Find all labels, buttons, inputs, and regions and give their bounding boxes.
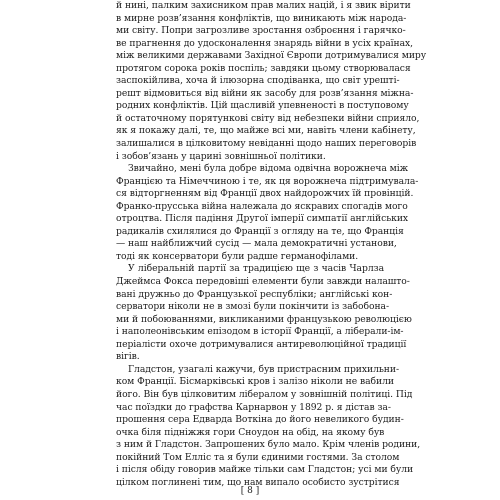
text-line: отроцтва. Після падіння Другої імперії симпатії англійських bbox=[116, 213, 409, 225]
text-line: Гладстон, узагалі кажучи, був пристрасним прихильни- bbox=[128, 363, 400, 375]
text-line: Франко-прусська війна належала до яскравих спогадів мого bbox=[116, 200, 408, 212]
text-line: в мирне розв’язання конфліктів, що виникають між народа- bbox=[116, 12, 407, 24]
text-line: покійний Том Елліс та я були єдиними гостями. За столом bbox=[116, 451, 400, 463]
text-line: очка біля підніжжя гори Сноудон на обід, на якому був bbox=[116, 426, 385, 438]
text-line: Звичайно, мені була добре відома одвічна ворожнеча між bbox=[128, 163, 409, 175]
text-line: як я покажу далі, те, що майже всі ми, навіть члени кабінету, bbox=[116, 125, 416, 137]
text-line: ся відторгненням від Франції двох найдорожчих їй провінцій. bbox=[116, 188, 414, 200]
text-line: серватори ніколи не в змозі були покінчити із забобона- bbox=[116, 301, 390, 313]
text-line: решт відмовиться від війни як засобу для розв’язання міжна- bbox=[116, 87, 414, 99]
text-line: і наполеонівським епізодом в історії Франції, а ліберали-ім- bbox=[116, 326, 404, 338]
text-line: У ліберальній партії за традицією ще з часів Чарлза bbox=[128, 263, 384, 275]
text-line: заспокійлива, хоча й ілюзорна сподіванка, що світ урешті- bbox=[116, 75, 400, 87]
paragraph bbox=[116, 163, 419, 263]
text-line: з ним й Гладстон. Запрошених було мало. Крім членів родини, bbox=[116, 439, 421, 451]
text-line: — наш найближчий сусід — мала демократичні установи, bbox=[116, 238, 397, 250]
text-line: радикалів схилялися до Франції з огляду на те, що Франція bbox=[116, 225, 404, 237]
text-line: залишалися в цілковитому невіданні щодо наших переговорів bbox=[116, 138, 417, 150]
paragraph bbox=[116, 363, 421, 489]
paragraph bbox=[116, 0, 427, 163]
text-line: прошення сера Едварда Воткіна до його невеликого будин- bbox=[116, 414, 404, 426]
text-line: ми світу. Попри загрозливе зростання озброєння і гарячко- bbox=[116, 25, 406, 37]
text-line: і після обіду говорив майже тільки сам Гладстон; усі ми були bbox=[116, 464, 414, 476]
text-line: й нині, палким захисником прав малих націй, і я звик вірити bbox=[116, 0, 411, 11]
text-line: вігів. bbox=[116, 351, 140, 363]
text-line: Францією та Німеччиною і те, як ця ворожнеча підтримувала- bbox=[116, 175, 419, 187]
text-line: ве прагнення до удосконалення знарядь війни в усіх країнах, bbox=[116, 37, 414, 49]
text-line: протягом сорока років поспіль; завдяки цьому створювалася bbox=[116, 62, 411, 74]
page-number: [ 8 ] bbox=[240, 486, 260, 496]
text-line: й остаточному порятункові світу від небезпеки війни сприяло, bbox=[116, 112, 420, 124]
text-line: періалісти охоче дотримувалися антиреволюційної традиції bbox=[116, 338, 407, 350]
text-line: час поїздки до графства Карнарвон у 1892 р. я дістав за- bbox=[116, 401, 391, 413]
text-line: між великими державами Західної Європи дотримувалися миру bbox=[116, 50, 427, 62]
text-line: тоді як консерватори були радше германофілами. bbox=[116, 250, 359, 262]
text-line: родних конфліктів. Цій щасливій упевненості в поступовому bbox=[116, 100, 409, 112]
text-line: цілком поглинені тим, що нам випало особисто зустрітися bbox=[116, 476, 400, 488]
text-line: ми й побоюваннями, викликаними французькою революцією bbox=[116, 313, 412, 325]
text-line: і зобов’язань у царині зовнішньої політики. bbox=[116, 150, 326, 162]
page-body-text bbox=[116, 0, 427, 489]
paragraph bbox=[116, 263, 412, 363]
text-line: Джеймса Фокса передовіші елементи були завжди налашто- bbox=[116, 276, 410, 288]
text-line: ком Франції. Бісмарківські кров і залізо ніколи не вабили bbox=[116, 376, 394, 388]
text-line: його. Він був цілковитим лібералом у зовнішній політиці. Під bbox=[116, 388, 413, 400]
text-line: вані дружньо до Французької республіки; англійські кон- bbox=[116, 288, 393, 300]
